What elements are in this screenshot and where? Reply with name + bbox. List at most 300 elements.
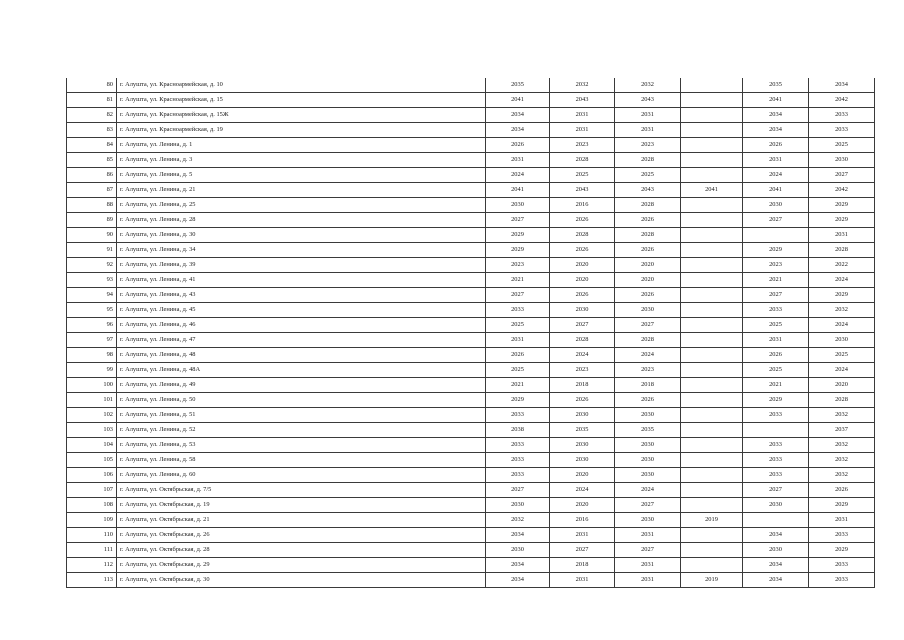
year-col-4-cell [681, 138, 743, 153]
table-row [67, 558, 875, 573]
year-col-2-cell: 2016 [550, 198, 615, 213]
table-row [67, 408, 875, 423]
address-cell: г. Алушта, ул. Ленина, д. 5 [117, 168, 486, 183]
year-col-1-cell: 2034 [486, 558, 550, 573]
address-cell: г. Алушта, ул. Ленина, д. 60 [117, 468, 486, 483]
row-number-cell: 101 [67, 393, 117, 408]
year-col-1-cell: 2033 [486, 453, 550, 468]
year-col-3-cell: 2032 [615, 78, 681, 93]
year-col-6-cell: 2022 [809, 258, 875, 273]
year-col-3-cell: 2026 [615, 393, 681, 408]
year-col-3-cell: 2024 [615, 348, 681, 363]
year-col-1-cell: 2021 [486, 273, 550, 288]
row-number-cell: 100 [67, 378, 117, 393]
year-col-1-cell: 2024 [486, 168, 550, 183]
year-col-2-cell: 2020 [550, 273, 615, 288]
year-col-1-cell: 2027 [486, 213, 550, 228]
row-number-cell: 111 [67, 543, 117, 558]
year-col-5-cell: 2021 [743, 273, 809, 288]
year-col-2-cell: 2026 [550, 243, 615, 258]
address-cell: г. Алушта, ул. Октябрьская, д. 30 [117, 573, 486, 588]
year-col-4-cell [681, 78, 743, 93]
year-col-4-cell [681, 318, 743, 333]
table-row [67, 333, 875, 348]
year-col-1-cell: 2023 [486, 258, 550, 273]
address-cell: г. Алушта, ул. Ленина, д. 52 [117, 423, 486, 438]
year-col-5-cell: 2026 [743, 348, 809, 363]
year-col-6-cell: 2029 [809, 498, 875, 513]
year-col-5-cell: 2031 [743, 333, 809, 348]
year-col-5-cell: 2027 [743, 288, 809, 303]
row-number-cell: 90 [67, 228, 117, 243]
year-col-4-cell [681, 558, 743, 573]
year-col-3-cell: 2031 [615, 573, 681, 588]
year-col-3-cell: 2028 [615, 198, 681, 213]
year-col-3-cell: 2031 [615, 108, 681, 123]
year-col-4-cell [681, 93, 743, 108]
year-col-5-cell: 2035 [743, 78, 809, 93]
year-col-1-cell: 2030 [486, 543, 550, 558]
year-col-1-cell: 2035 [486, 78, 550, 93]
year-col-5-cell: 2030 [743, 198, 809, 213]
year-col-5-cell [743, 423, 809, 438]
year-col-2-cell: 2020 [550, 468, 615, 483]
row-number-cell: 98 [67, 348, 117, 363]
year-col-5-cell: 2027 [743, 213, 809, 228]
year-col-2-cell: 2018 [550, 558, 615, 573]
address-cell: г. Алушта, ул. Октябрьская, д. 7/5 [117, 483, 486, 498]
year-col-3-cell: 2023 [615, 138, 681, 153]
year-col-4-cell [681, 453, 743, 468]
year-col-4-cell [681, 213, 743, 228]
row-number-cell: 89 [67, 213, 117, 228]
row-number-cell: 99 [67, 363, 117, 378]
row-number-cell: 83 [67, 123, 117, 138]
address-cell: г. Алушта, ул. Ленина, д. 41 [117, 273, 486, 288]
year-col-3-cell: 2028 [615, 153, 681, 168]
table-row [67, 273, 875, 288]
year-col-4-cell: 2041 [681, 183, 743, 198]
year-col-5-cell: 2027 [743, 483, 809, 498]
year-col-3-cell: 2031 [615, 528, 681, 543]
year-col-6-cell: 2031 [809, 228, 875, 243]
year-col-4-cell [681, 273, 743, 288]
year-col-3-cell: 2027 [615, 543, 681, 558]
year-col-1-cell: 2021 [486, 378, 550, 393]
row-number-cell: 91 [67, 243, 117, 258]
year-col-5-cell: 2033 [743, 408, 809, 423]
row-number-cell: 88 [67, 198, 117, 213]
year-col-1-cell: 2030 [486, 198, 550, 213]
year-col-5-cell: 2025 [743, 363, 809, 378]
year-col-1-cell: 2032 [486, 513, 550, 528]
year-col-3-cell: 2043 [615, 93, 681, 108]
year-col-4-cell [681, 258, 743, 273]
year-col-6-cell: 2026 [809, 483, 875, 498]
housing-repair-schedule-table [66, 78, 875, 588]
year-col-6-cell: 2029 [809, 288, 875, 303]
address-cell: г. Алушта, ул. Ленина, д. 3 [117, 153, 486, 168]
year-col-2-cell: 2030 [550, 408, 615, 423]
address-cell: г. Алушта, ул. Ленина, д. 43 [117, 288, 486, 303]
year-col-6-cell: 2029 [809, 198, 875, 213]
year-col-2-cell: 2028 [550, 333, 615, 348]
table-row [67, 153, 875, 168]
year-col-6-cell: 2032 [809, 408, 875, 423]
year-col-5-cell: 2034 [743, 123, 809, 138]
table-row [67, 123, 875, 138]
year-col-6-cell: 2032 [809, 303, 875, 318]
year-col-4-cell [681, 198, 743, 213]
address-cell: г. Алушта, ул. Ленина, д. 28 [117, 213, 486, 228]
year-col-3-cell: 2035 [615, 423, 681, 438]
year-col-3-cell: 2028 [615, 228, 681, 243]
year-col-2-cell: 2030 [550, 303, 615, 318]
address-cell: г. Алушта, ул. Ленина, д. 34 [117, 243, 486, 258]
year-col-3-cell: 2030 [615, 453, 681, 468]
year-col-2-cell: 2043 [550, 93, 615, 108]
year-col-5-cell: 2030 [743, 498, 809, 513]
year-col-4-cell: 2019 [681, 513, 743, 528]
year-col-2-cell: 2024 [550, 483, 615, 498]
year-col-4-cell: 2019 [681, 573, 743, 588]
year-col-6-cell: 2033 [809, 528, 875, 543]
year-col-3-cell: 2023 [615, 363, 681, 378]
year-col-1-cell: 2033 [486, 303, 550, 318]
table-row [67, 288, 875, 303]
year-col-6-cell: 2028 [809, 393, 875, 408]
year-col-4-cell [681, 108, 743, 123]
year-col-5-cell: 2033 [743, 438, 809, 453]
address-cell: г. Алушта, ул. Октябрьская, д. 26 [117, 528, 486, 543]
row-number-cell: 92 [67, 258, 117, 273]
year-col-3-cell: 2027 [615, 498, 681, 513]
year-col-3-cell: 2018 [615, 378, 681, 393]
address-cell: г. Алушта, ул. Ленина, д. 48 [117, 348, 486, 363]
row-number-cell: 102 [67, 408, 117, 423]
table-row [67, 168, 875, 183]
year-col-2-cell: 2030 [550, 438, 615, 453]
year-col-4-cell [681, 468, 743, 483]
year-col-1-cell: 2034 [486, 108, 550, 123]
year-col-2-cell: 2024 [550, 348, 615, 363]
year-col-4-cell [681, 243, 743, 258]
table-row [67, 513, 875, 528]
year-col-6-cell: 2033 [809, 108, 875, 123]
row-number-cell: 112 [67, 558, 117, 573]
row-number-cell: 97 [67, 333, 117, 348]
year-col-3-cell: 2026 [615, 243, 681, 258]
table-row [67, 93, 875, 108]
year-col-2-cell: 2026 [550, 393, 615, 408]
year-col-5-cell [743, 228, 809, 243]
row-number-cell: 107 [67, 483, 117, 498]
table-row [67, 378, 875, 393]
year-col-6-cell: 2024 [809, 363, 875, 378]
table-row [67, 228, 875, 243]
year-col-5-cell: 2026 [743, 138, 809, 153]
year-col-1-cell: 2038 [486, 423, 550, 438]
year-col-3-cell: 2031 [615, 558, 681, 573]
year-col-1-cell: 2034 [486, 123, 550, 138]
year-col-6-cell: 2037 [809, 423, 875, 438]
row-number-cell: 86 [67, 168, 117, 183]
address-cell: г. Алушта, ул. Ленина, д. 21 [117, 183, 486, 198]
year-col-4-cell [681, 153, 743, 168]
year-col-2-cell: 2031 [550, 108, 615, 123]
table-row [67, 213, 875, 228]
address-cell: г. Алушта, ул. Ленина, д. 51 [117, 408, 486, 423]
year-col-5-cell: 2029 [743, 393, 809, 408]
table-row [67, 138, 875, 153]
year-col-6-cell: 2024 [809, 273, 875, 288]
year-col-2-cell: 2023 [550, 363, 615, 378]
year-col-4-cell [681, 333, 743, 348]
year-col-6-cell: 2030 [809, 153, 875, 168]
year-col-1-cell: 2031 [486, 153, 550, 168]
row-number-cell: 109 [67, 513, 117, 528]
year-col-6-cell: 2025 [809, 348, 875, 363]
year-col-3-cell: 2030 [615, 303, 681, 318]
address-cell: г. Алушта, ул. Ленина, д. 25 [117, 198, 486, 213]
year-col-3-cell: 2026 [615, 288, 681, 303]
row-number-cell: 105 [67, 453, 117, 468]
year-col-1-cell: 2030 [486, 498, 550, 513]
year-col-4-cell [681, 228, 743, 243]
row-number-cell: 96 [67, 318, 117, 333]
year-col-1-cell: 2034 [486, 528, 550, 543]
address-cell: г. Алушта, ул. Ленина, д. 39 [117, 258, 486, 273]
table-row [67, 393, 875, 408]
row-number-cell: 93 [67, 273, 117, 288]
address-cell: г. Алушта, ул. Ленина, д. 47 [117, 333, 486, 348]
year-col-6-cell: 2033 [809, 573, 875, 588]
address-cell: г. Алушта, ул. Ленина, д. 1 [117, 138, 486, 153]
year-col-6-cell: 2034 [809, 78, 875, 93]
year-col-1-cell: 2029 [486, 243, 550, 258]
year-col-4-cell [681, 393, 743, 408]
year-col-6-cell: 2024 [809, 318, 875, 333]
year-col-1-cell: 2033 [486, 438, 550, 453]
address-cell: г. Алушта, ул. Октябрьская, д. 28 [117, 543, 486, 558]
year-col-5-cell: 2025 [743, 318, 809, 333]
row-number-cell: 85 [67, 153, 117, 168]
table-row [67, 363, 875, 378]
row-number-cell: 113 [67, 573, 117, 588]
year-col-3-cell: 2030 [615, 513, 681, 528]
year-col-6-cell: 2029 [809, 213, 875, 228]
year-col-4-cell [681, 168, 743, 183]
year-col-6-cell: 2033 [809, 558, 875, 573]
year-col-3-cell: 2020 [615, 273, 681, 288]
table-row [67, 348, 875, 363]
row-number-cell: 84 [67, 138, 117, 153]
year-col-2-cell: 2026 [550, 288, 615, 303]
year-col-2-cell: 2028 [550, 228, 615, 243]
address-cell: г. Алушта, ул. Красноармейская, д. 15Ж [117, 108, 486, 123]
year-col-3-cell: 2031 [615, 123, 681, 138]
table-row [67, 303, 875, 318]
year-col-3-cell: 2025 [615, 168, 681, 183]
table-row [67, 78, 875, 93]
year-col-2-cell: 2031 [550, 528, 615, 543]
row-number-cell: 106 [67, 468, 117, 483]
year-col-6-cell: 2020 [809, 378, 875, 393]
address-cell: г. Алушта, ул. Октябрьская, д. 21 [117, 513, 486, 528]
year-col-5-cell: 2024 [743, 168, 809, 183]
row-number-cell: 94 [67, 288, 117, 303]
year-col-4-cell [681, 363, 743, 378]
year-col-5-cell: 2033 [743, 453, 809, 468]
year-col-5-cell: 2041 [743, 93, 809, 108]
year-col-3-cell: 2028 [615, 333, 681, 348]
table-row [67, 183, 875, 198]
year-col-4-cell [681, 123, 743, 138]
year-col-2-cell: 2032 [550, 78, 615, 93]
year-col-5-cell: 2033 [743, 468, 809, 483]
year-col-4-cell [681, 423, 743, 438]
address-cell: г. Алушта, ул. Ленина, д. 50 [117, 393, 486, 408]
table-row [67, 483, 875, 498]
year-col-3-cell: 2024 [615, 483, 681, 498]
year-col-6-cell: 2031 [809, 513, 875, 528]
year-col-1-cell: 2029 [486, 393, 550, 408]
year-col-1-cell: 2033 [486, 408, 550, 423]
year-col-6-cell: 2032 [809, 438, 875, 453]
table-row [67, 453, 875, 468]
table-row [67, 498, 875, 513]
year-col-5-cell: 2031 [743, 153, 809, 168]
table-row [67, 543, 875, 558]
year-col-4-cell [681, 498, 743, 513]
address-cell: г. Алушта, ул. Красноармейская, д. 10 [117, 78, 486, 93]
year-col-4-cell [681, 543, 743, 558]
address-cell: г. Алушта, ул. Ленина, д. 58 [117, 453, 486, 468]
address-cell: г. Алушта, ул. Ленина, д. 53 [117, 438, 486, 453]
year-col-5-cell: 2030 [743, 543, 809, 558]
address-cell: г. Алушта, ул. Красноармейская, д. 15 [117, 93, 486, 108]
year-col-4-cell [681, 438, 743, 453]
year-col-5-cell [743, 513, 809, 528]
table-row [67, 108, 875, 123]
year-col-5-cell: 2021 [743, 378, 809, 393]
year-col-1-cell: 2025 [486, 318, 550, 333]
row-number-cell: 108 [67, 498, 117, 513]
year-col-3-cell: 2026 [615, 213, 681, 228]
year-col-2-cell: 2035 [550, 423, 615, 438]
year-col-2-cell: 2028 [550, 153, 615, 168]
year-col-1-cell: 2027 [486, 288, 550, 303]
table-row [67, 573, 875, 588]
table-row [67, 528, 875, 543]
year-col-5-cell: 2023 [743, 258, 809, 273]
year-col-2-cell: 2020 [550, 258, 615, 273]
year-col-2-cell: 2018 [550, 378, 615, 393]
year-col-5-cell: 2034 [743, 108, 809, 123]
table-row [67, 318, 875, 333]
row-number-cell: 95 [67, 303, 117, 318]
year-col-3-cell: 2030 [615, 408, 681, 423]
year-col-4-cell [681, 528, 743, 543]
year-col-6-cell: 2033 [809, 123, 875, 138]
table-row [67, 438, 875, 453]
year-col-4-cell [681, 483, 743, 498]
table-row [67, 423, 875, 438]
year-col-4-cell [681, 408, 743, 423]
year-col-6-cell: 2028 [809, 243, 875, 258]
year-col-5-cell: 2029 [743, 243, 809, 258]
row-number-cell: 81 [67, 93, 117, 108]
year-col-1-cell: 2026 [486, 138, 550, 153]
address-cell: г. Алушта, ул. Красноармейская, д. 19 [117, 123, 486, 138]
year-col-6-cell: 2027 [809, 168, 875, 183]
year-col-3-cell: 2020 [615, 258, 681, 273]
year-col-1-cell: 2029 [486, 228, 550, 243]
year-col-4-cell [681, 378, 743, 393]
year-col-1-cell: 2041 [486, 183, 550, 198]
year-col-1-cell: 2027 [486, 483, 550, 498]
year-col-3-cell: 2027 [615, 318, 681, 333]
row-number-cell: 82 [67, 108, 117, 123]
year-col-2-cell: 2043 [550, 183, 615, 198]
address-cell: г. Алушта, ул. Октябрьская, д. 19 [117, 498, 486, 513]
year-col-2-cell: 2027 [550, 543, 615, 558]
year-col-5-cell: 2041 [743, 183, 809, 198]
address-cell: г. Алушта, ул. Ленина, д. 48А [117, 363, 486, 378]
year-col-1-cell: 2034 [486, 573, 550, 588]
year-col-1-cell: 2031 [486, 333, 550, 348]
year-col-2-cell: 2027 [550, 318, 615, 333]
row-number-cell: 104 [67, 438, 117, 453]
year-col-2-cell: 2031 [550, 123, 615, 138]
year-col-2-cell: 2026 [550, 213, 615, 228]
year-col-4-cell [681, 348, 743, 363]
year-col-3-cell: 2043 [615, 183, 681, 198]
address-cell: г. Алушта, ул. Ленина, д. 45 [117, 303, 486, 318]
year-col-5-cell: 2034 [743, 573, 809, 588]
table-row [67, 468, 875, 483]
year-col-6-cell: 2042 [809, 183, 875, 198]
year-col-6-cell: 2029 [809, 543, 875, 558]
table-row [67, 243, 875, 258]
row-number-cell: 80 [67, 78, 117, 93]
table-row [67, 198, 875, 213]
year-col-3-cell: 2030 [615, 438, 681, 453]
year-col-2-cell: 2020 [550, 498, 615, 513]
year-col-2-cell: 2025 [550, 168, 615, 183]
year-col-1-cell: 2026 [486, 348, 550, 363]
year-col-1-cell: 2025 [486, 363, 550, 378]
row-number-cell: 110 [67, 528, 117, 543]
address-cell: г. Алушта, ул. Ленина, д. 46 [117, 318, 486, 333]
year-col-6-cell: 2032 [809, 468, 875, 483]
year-col-5-cell: 2034 [743, 558, 809, 573]
year-col-2-cell: 2023 [550, 138, 615, 153]
year-col-3-cell: 2030 [615, 468, 681, 483]
address-cell: г. Алушта, ул. Ленина, д. 49 [117, 378, 486, 393]
row-number-cell: 87 [67, 183, 117, 198]
address-cell: г. Алушта, ул. Октябрьская, д. 29 [117, 558, 486, 573]
row-number-cell: 103 [67, 423, 117, 438]
year-col-6-cell: 2025 [809, 138, 875, 153]
year-col-1-cell: 2033 [486, 468, 550, 483]
address-cell: г. Алушта, ул. Ленина, д. 30 [117, 228, 486, 243]
year-col-6-cell: 2032 [809, 453, 875, 468]
table-body [67, 78, 875, 588]
year-col-2-cell: 2030 [550, 453, 615, 468]
year-col-1-cell: 2041 [486, 93, 550, 108]
year-col-5-cell: 2034 [743, 528, 809, 543]
